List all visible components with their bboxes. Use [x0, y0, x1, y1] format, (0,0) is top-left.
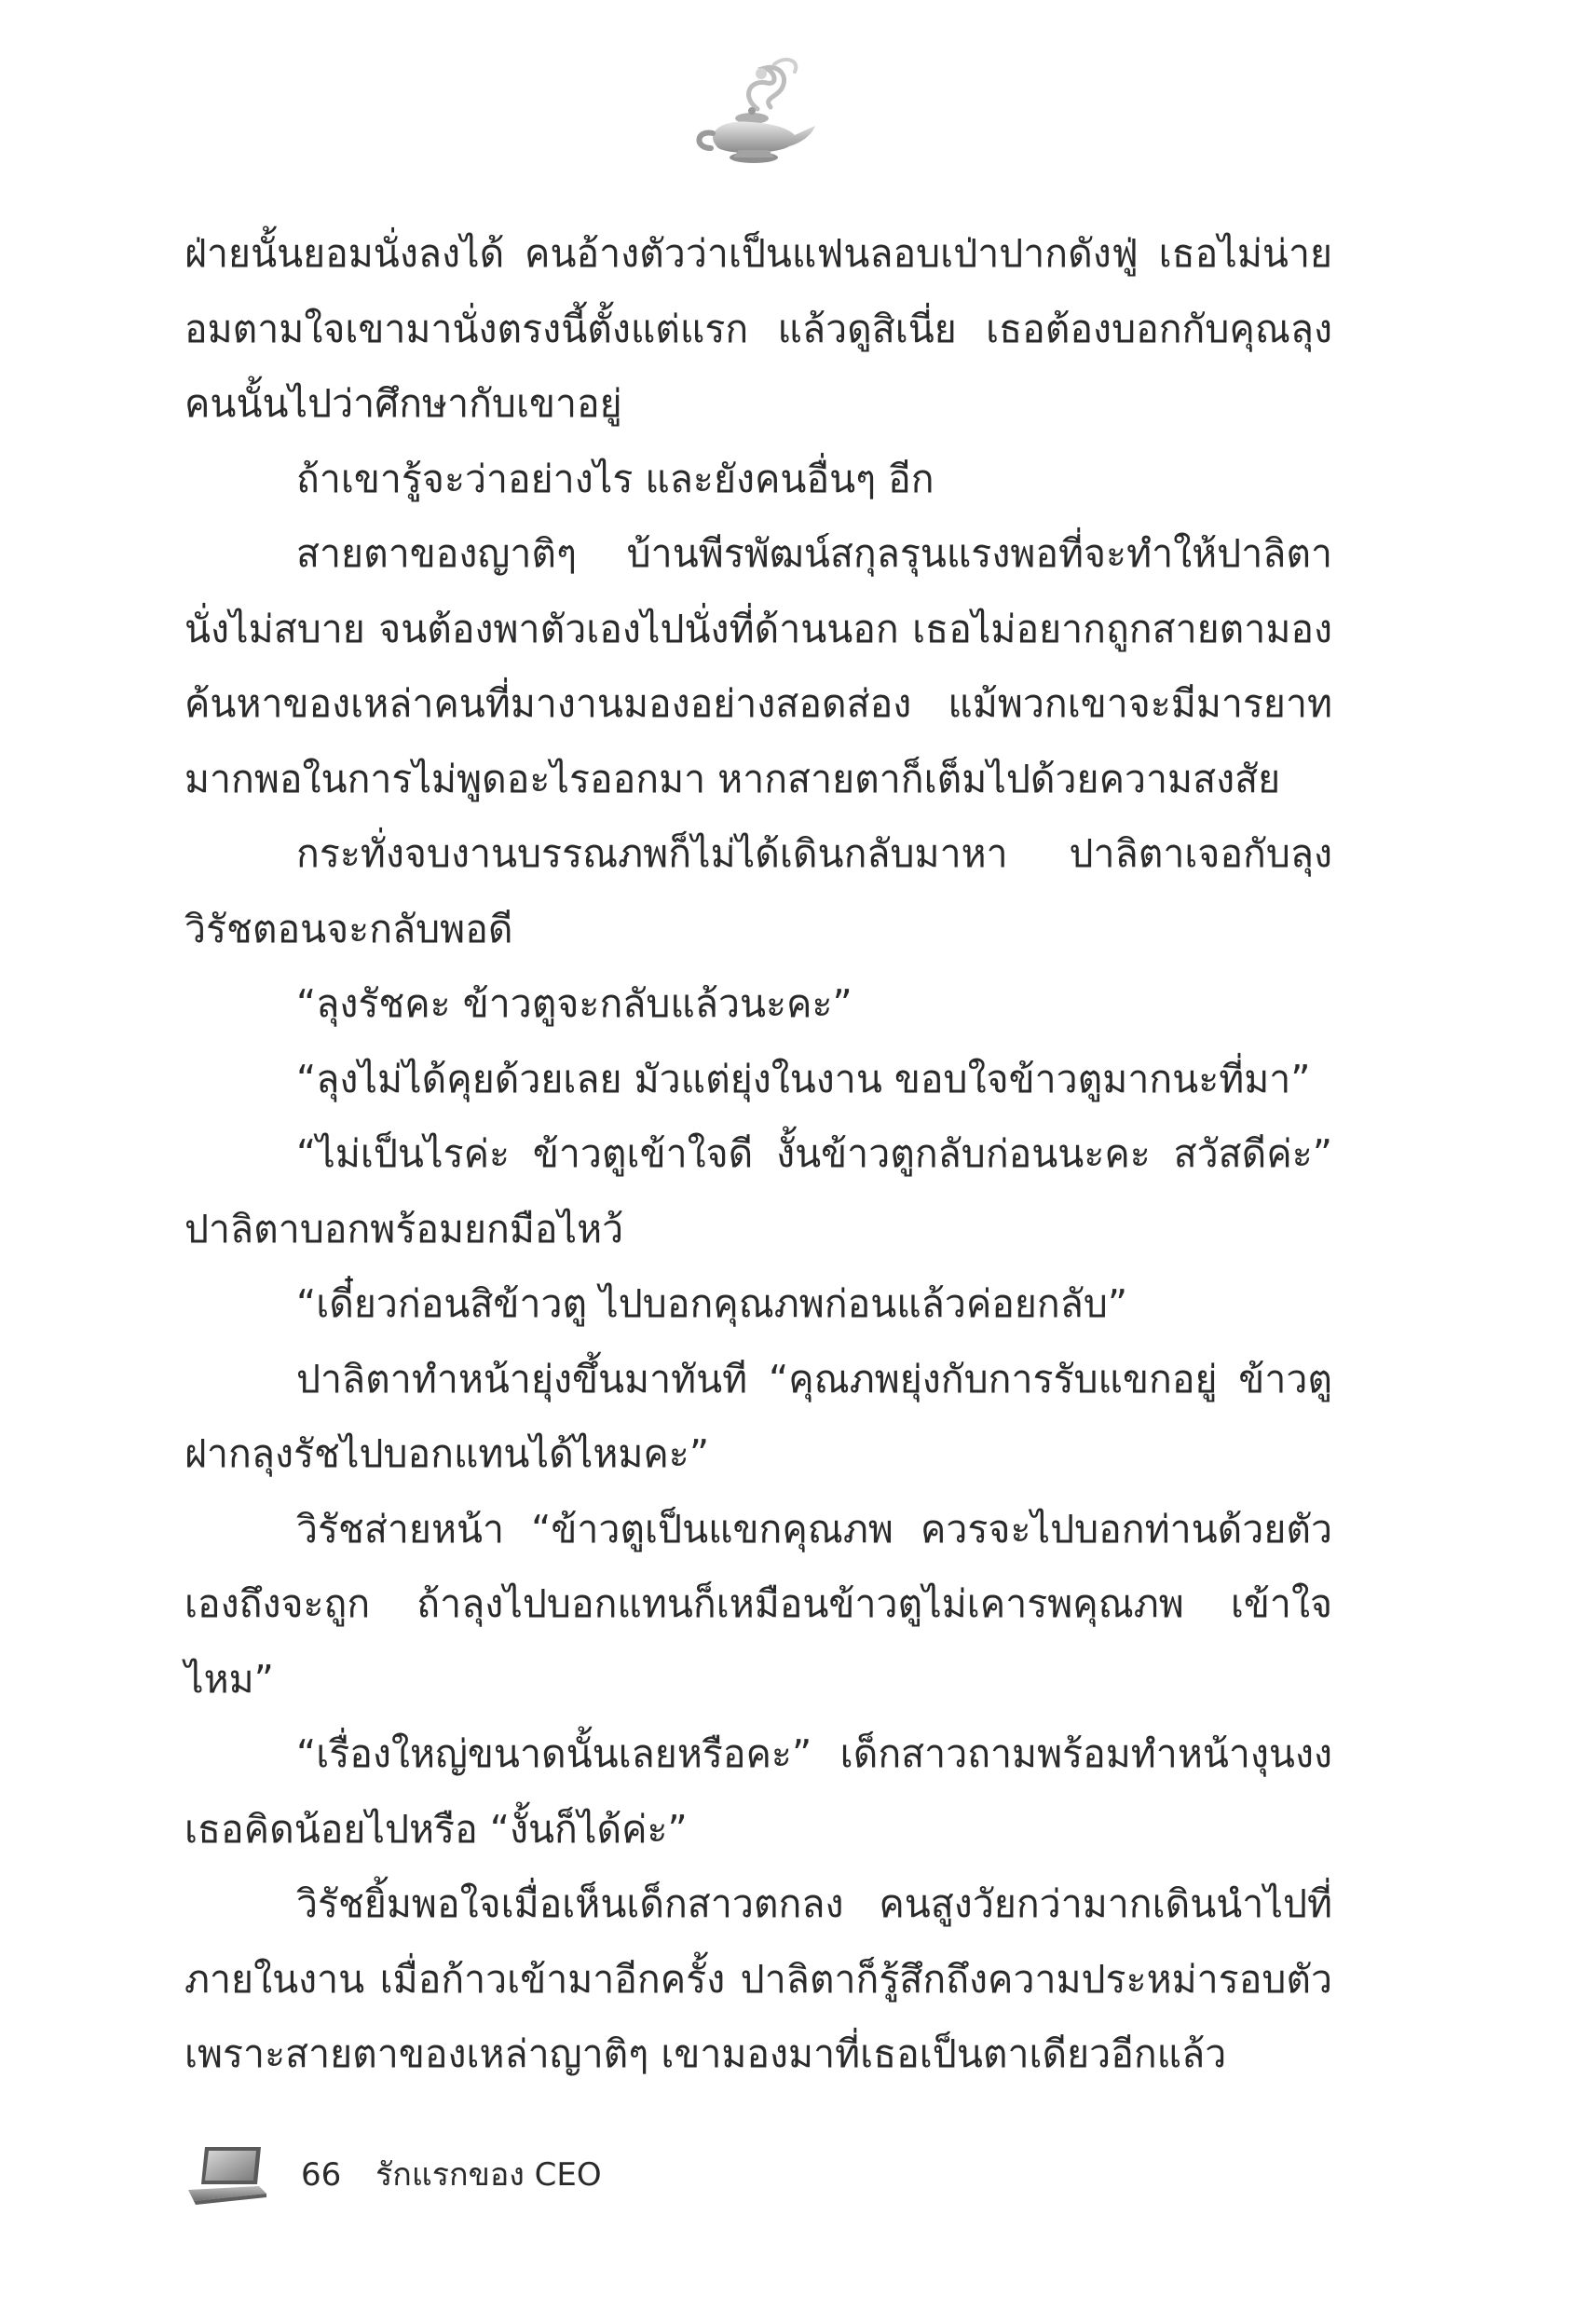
paragraph: ปาลิตาทำหน้ายุ่งขึ้นมาทันที “คุณภพยุ่งกับการรับแขกอยู่ ข้าวตูฝากลุงรัชไปบอกแทนได้ไหมคะ” — [184, 1356, 1332, 1476]
paragraph: วิรัชยิ้มพอใจเมื่อเห็นเด็กสาวตกลง คนสูงวัยกว่ามากเดินนำไปที่ภายในงาน เมื่อก้าวเข้ามาอีกครั้ง ปาลิตาก็รู้สึกถึงความประหม่ารอบตัว เพราะสายตาของเหล่าญาติๆ เขามองมาที่เธอเป็นตาเดียวอีกแล้ว — [184, 1881, 1332, 2076]
page-number: 66 — [301, 2156, 342, 2194]
paragraph: วิรัชส่ายหน้า “ข้าวตูเป็นแขกคุณภพ ควรจะไปบอกท่านด้วยตัวเองถึงจะถูก ถ้าลุงไปบอกแทนก็เหมือนข้าวตูไม่เคารพคุณภพ เข้าใจไหม” — [184, 1506, 1332, 1702]
book-title: รักแรกของ CEO — [375, 2156, 602, 2194]
paragraph: “เดี๋ยวก่อนสิข้าวตู ไปบอกคุณภพก่อนแล้วค่อยกลับ” — [296, 1281, 1128, 1326]
paragraph: ถ้าเขารู้จะว่าอย่างไร และยังคนอื่นๆ อีก — [296, 456, 934, 501]
genie-lamp-icon — [685, 51, 825, 172]
paragraph: ฝ่ายนั้นยอมนั่งลงได้ คนอ้างตัวว่าเป็นแฟนลอบเป่าปากดังฟู่ เธอไม่น่ายอมตามใจเขามานั่งตรงนี้ตั้งแต่แรก แล้วดูสิเนี่ย เธอต้องบอกกับคุณลุงคนนั้นไปว่าศึกษากับเขาอยู่ — [184, 231, 1332, 426]
paragraph: สายตาของญาติๆ บ้านพีรพัฒน์สกุลรุนแรงพอที่จะทำให้ปาลิตานั่งไม่สบาย จนต้องพาตัวเองไปนั่งที่ด้านนอก เธอไม่อยากถูกสายตามองค้นหาของเหล่าคนที่มางานมองอย่างสอดส่อง แม้พวกเขาจะมีมารยาทมากพอในการไม่พูดอะไรออกมา หากสายตาก็เต็มไปด้วยความสงสัย — [184, 531, 1332, 801]
paragraph: “เรื่องใหญ่ขนาดนั้นเลยหรือคะ” เด็กสาวถามพร้อมทำหน้างุนงง เธอคิดน้อยไปหรือ “งั้นก็ได้ค่ะ” — [184, 1731, 1332, 1852]
laptop-icon — [184, 2143, 268, 2208]
page-footer — [184, 2143, 930, 2208]
page-body-text — [184, 216, 1332, 2092]
paragraph: “ลุงรัชคะ ข้าวตูจะกลับแล้วนะคะ” — [296, 981, 853, 1026]
paragraph: กระทั่งจบงานบรรณภพก็ไม่ได้เดินกลับมาหา ปาลิตาเจอกับลุงวิรัชตอนจะกลับพอดี — [184, 831, 1332, 951]
paragraph: “ไม่เป็นไรค่ะ ข้าวตูเข้าใจดี งั้นข้าวตูกลับก่อนนะคะ สวัสดีค่ะ” ปาลิตาบอกพร้อมยกมือไหว้ — [184, 1131, 1332, 1251]
paragraph: “ลุงไม่ได้คุยด้วยเลย มัวแต่ยุ่งในงาน ขอบใจข้าวตูมากนะที่มา” — [296, 1056, 1311, 1101]
